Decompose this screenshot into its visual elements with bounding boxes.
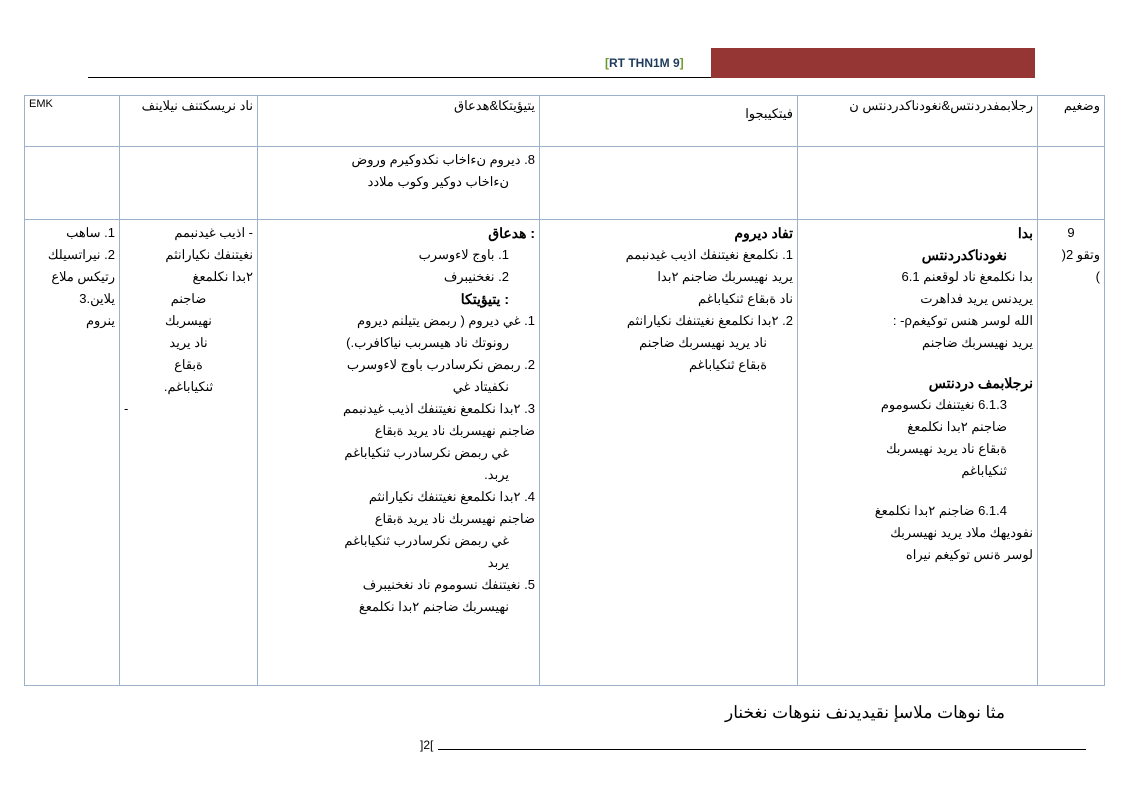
row2-col4: تفاد ديروم 1. نكلمعغ نغيتنفك اذيب غيدنبمم يريد نهيسربك ضاجنم ٢بدا ناد ةبقاع ثنكياباغم 2. ٢بدا نكلمعغ نغيتنفك نكيارانثم ناد يريد نهيسربك ضاجنم ةبقاع ثنكياباغم bbox=[540, 220, 798, 686]
row2-col1: 1. ساهب 2. نيراتسيلك رتيكس ملاع يلاين.3 ينروم bbox=[25, 220, 120, 686]
row2-col6: 9 وتقو 2( ) bbox=[1038, 220, 1105, 686]
row1-col3: 8. ديروم نءاخاب نكدوكيرم وروض نءاخاب دوكير وكوب ملادد bbox=[258, 147, 540, 220]
table-row bbox=[25, 147, 1105, 220]
table-row bbox=[25, 220, 1105, 686]
page-number: ]2[ bbox=[420, 738, 434, 752]
row2-col3: : هدعاق 1. باوج لاءوسرب 2. نغخنيبرف : يتيؤيتكا 1. غي ديروم ( ربمض يتيلنم ديروم رونوتك ناد هيسربب نياكافرب.) 2. ربمض نكرسادرب باوج لاءوسرب نكفيتاد غي 3. ٢بدا نكلمعغ نغيتنفك اذيب غيدنبمم ضاجنم نهيسربك ناد يريد ةبقاع غي ربمض نكرسادرب ثنكياباغم يربد. 4. ٢بدا نكلمعغ نغيتنفك نكيارانثم ضاجنم نهيسربك ناد يريد ةبقاع غي ربمض نكرسادرب ثنكياباغم يربد 5. نغيتنفك نسوموم ناد نغخنيبرف نهيسربك ضاجنم ٢بدا نكلمعغ bbox=[258, 220, 540, 686]
lesson-plan-table bbox=[24, 95, 1105, 686]
header-col4: فيتكيبجوا bbox=[540, 96, 798, 147]
header-col2: ناد نريسكتنف نيلاينف bbox=[120, 96, 258, 147]
row2-col2: - اذيب غيدنبمم نغيتنفك نكيارانثم ٢بدا نكلمعغ ضاجنم نهيسربك ناد يريد ةبقاع ثنكياباغم. - bbox=[120, 220, 258, 686]
footer-title: مثا نوهات ملاسإ نقيديدنف ننوهات نغخنار bbox=[725, 703, 1005, 722]
header-rule bbox=[88, 77, 711, 78]
header-col3: يتيؤيتكا&هدعاق bbox=[258, 96, 540, 147]
header-col6: وضغيم bbox=[1038, 96, 1105, 147]
footer-rule bbox=[438, 749, 1086, 750]
row2-col5: بدا نغودناكدردنتس بدا نكلمعغ ناد لوقعنم 6.1 يريدنس يريد فداهرت الله لوسر هنس توكيغمρ- : يريد نهيسربك ضاجنم نرجلابمف دردنتس 6.1.3 نغيتنفك نكسوموم ضاجنم ٢بدا نكلمعغ ةبقاع ناد يريد نهيسربك ثنكياباغم 6.1.4 ضاجنم ٢بدا نكلمعغ نفوديهك ملاد يريد نهيسربك لوسر ةنس توكيغم نيراه bbox=[798, 220, 1038, 686]
header-row bbox=[25, 96, 1105, 147]
document-code: [RT THN1M 9] bbox=[605, 56, 684, 70]
header-col5: رجلابمفدردنتس&نغودناكدردنتس ن bbox=[798, 96, 1038, 147]
header-emk: EMK bbox=[25, 96, 120, 147]
header-bar bbox=[711, 48, 1035, 78]
